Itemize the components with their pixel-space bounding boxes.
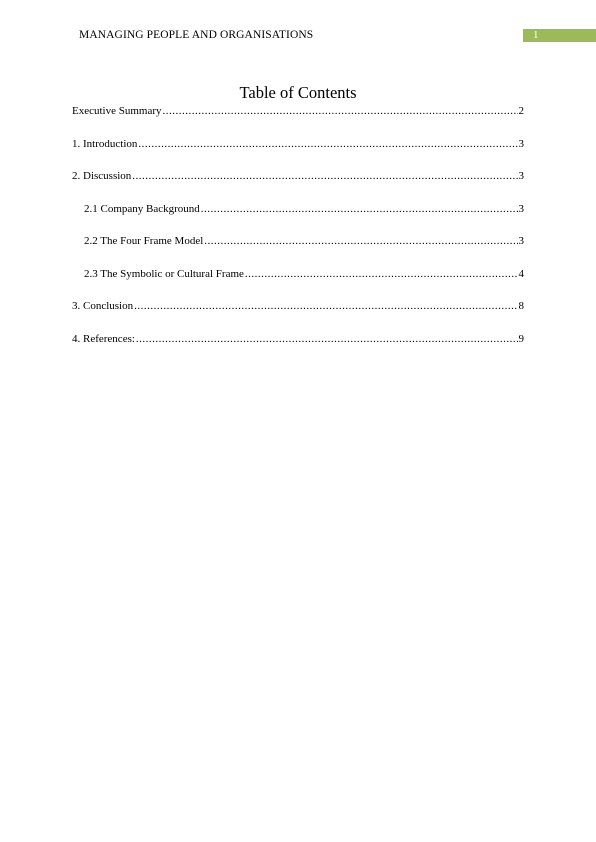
toc-entry-page: 9 bbox=[518, 332, 524, 345]
toc-entry-page: 3 bbox=[518, 137, 524, 150]
toc-entry-references[interactable] bbox=[72, 332, 524, 346]
toc-heading: Table of Contents bbox=[239, 83, 357, 102]
page-number: 1 bbox=[533, 29, 539, 41]
toc-entry-label: 2. Discussion bbox=[72, 170, 132, 182]
toc-dot-leader bbox=[134, 299, 517, 313]
toc-entry-label: 2.2 The Four Frame Model bbox=[84, 235, 204, 247]
page-number-badge bbox=[523, 29, 596, 42]
toc-entry-executive-summary[interactable] bbox=[72, 104, 524, 118]
toc-entry-symbolic-cultural-frame[interactable] bbox=[84, 267, 524, 281]
toc-entry-label: 2.1 Company Background bbox=[84, 202, 200, 215]
toc-dot-leader bbox=[163, 104, 518, 118]
toc-entry-discussion[interactable] bbox=[72, 169, 524, 183]
running-header-title: MANAGING PEOPLE AND ORGANISATIONS bbox=[79, 29, 314, 41]
toc-entry-introduction[interactable] bbox=[72, 137, 524, 151]
toc-entry-page: 8 bbox=[518, 300, 524, 312]
toc-entry-page: 3 bbox=[518, 202, 524, 215]
toc-entry-page: 3 bbox=[518, 235, 524, 247]
toc-entry-page: 4 bbox=[518, 267, 524, 280]
toc-entry-label: Executive Summary bbox=[72, 105, 162, 117]
toc-entry-page: 2 bbox=[518, 105, 524, 117]
toc-dot-leader bbox=[204, 234, 517, 248]
toc-entry-four-frame-model[interactable] bbox=[84, 234, 524, 248]
toc-dot-leader bbox=[138, 137, 517, 151]
toc-dot-leader bbox=[245, 267, 518, 281]
toc-entry-label: 3. Conclusion bbox=[72, 300, 134, 312]
toc-dot-leader bbox=[132, 169, 517, 183]
toc-entry-label: 2.3 The Symbolic or Cultural Frame bbox=[84, 267, 244, 280]
toc-entry-label: 1. Introduction bbox=[72, 137, 138, 150]
toc-entry-conclusion[interactable] bbox=[72, 299, 524, 313]
toc-entry-label: 4. References: bbox=[72, 332, 135, 345]
toc-dot-leader bbox=[136, 332, 518, 346]
toc-entry-company-background[interactable] bbox=[84, 202, 524, 216]
toc-entry-page: 3 bbox=[518, 170, 524, 182]
toc-dot-leader bbox=[201, 202, 518, 216]
